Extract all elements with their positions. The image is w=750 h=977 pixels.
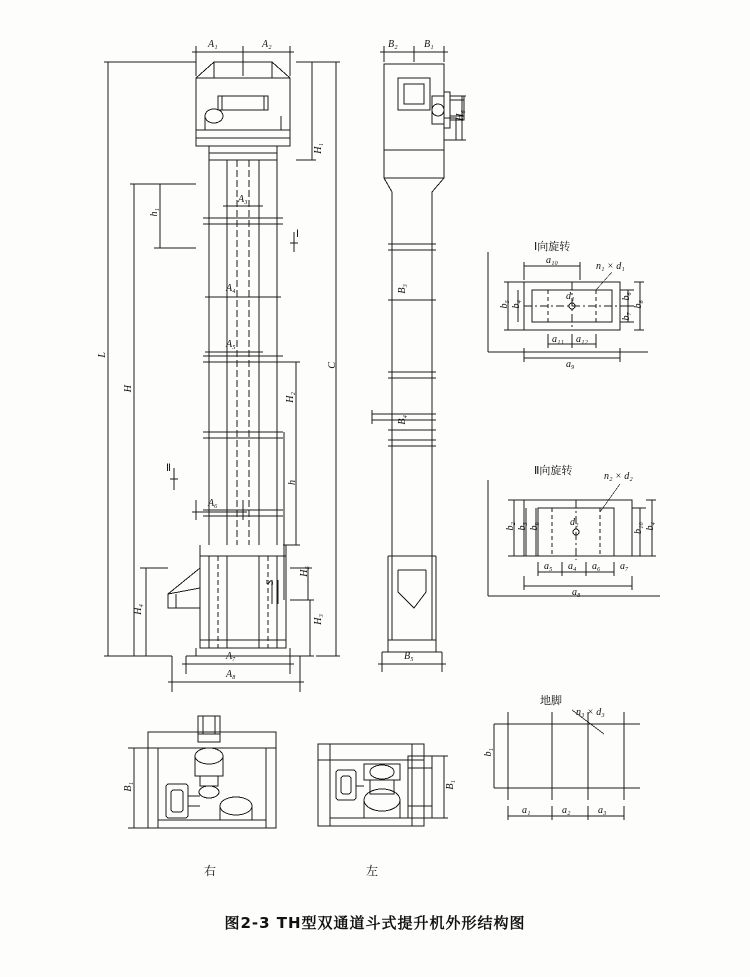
dim-label-b7: b₇ [621, 312, 632, 321]
dim-label-d1: d₁ [566, 291, 575, 302]
dim-label-a9: a₉ [566, 359, 575, 370]
dim-label-B4: B₄ [397, 415, 408, 425]
dim-label-b3: b₃ [517, 522, 528, 531]
dim-label-B5: B₅ [404, 651, 414, 662]
dim-label-A2: A₂ [262, 39, 272, 50]
dim-label-B1-left-view: B₁ [445, 780, 456, 790]
dim-label-n3d3: n₃ × d₃ [576, 707, 605, 718]
dim-label-A1: A₁ [208, 39, 218, 50]
dim-label-H6: H₆ [455, 110, 466, 121]
dim-label-S: S [265, 580, 276, 585]
dim-label-b4: b₄ [511, 300, 522, 309]
detail-I-title: Ⅰ向旋转 [534, 240, 571, 253]
dim-label-A3: A₃ [238, 194, 248, 205]
dim-label-C: C [327, 362, 338, 369]
dim-label-a7: a₇ [620, 561, 629, 572]
dim-label-a12: a₁₂ [576, 334, 588, 345]
dim-label-a1: a₁ [522, 805, 531, 816]
dim-label-a4: a₄ [568, 561, 577, 572]
dim-label-h: h [287, 480, 298, 485]
dim-label-B1-right-view: B₁ [123, 782, 134, 792]
dim-label-b5: b₅ [499, 300, 510, 309]
dim-label-A5: A₅ [226, 339, 236, 350]
dim-label-a2: a₂ [562, 805, 571, 816]
dim-label-a11: a₁₁ [552, 334, 564, 345]
dim-label-a5: a₅ [544, 561, 553, 572]
dim-label-b2: b₂ [505, 522, 516, 531]
dim-label-H4: H₄ [133, 604, 144, 615]
dim-label-b10: b₁₀ [633, 522, 644, 534]
dim-label-n1d1: n₁ × d₁ [596, 261, 625, 272]
figure-caption: 图2-3 TH型双通道斗式提升机外形结构图 [224, 914, 526, 932]
dim-label-b6: b₆ [621, 292, 632, 301]
dim-label-b4b: b₄ [645, 522, 656, 531]
dim-label-n2d2: n₂ × d₂ [604, 471, 633, 482]
dim-label-A6: A₆ [208, 498, 218, 509]
view-label-right: 右 [204, 864, 217, 878]
footing-title: 地脚 [540, 694, 562, 707]
dim-label-b1: b₁ [483, 748, 494, 757]
section-mark-I: Ⅰ [296, 229, 299, 240]
dim-label-a10: a₁₀ [546, 255, 558, 266]
dim-label-B1-side: B₁ [424, 39, 434, 50]
dim-label-b8: b₈ [633, 300, 644, 309]
dim-label-A7: A₇ [226, 651, 236, 662]
dim-label-B3: B₃ [397, 284, 408, 294]
section-mark-II: Ⅱ [166, 463, 171, 474]
detail-II-title: Ⅱ向旋转 [534, 464, 573, 477]
dim-label-H1: H₁ [313, 143, 324, 154]
dim-label-H: H [123, 385, 134, 393]
dim-label-H3: H₃ [313, 614, 324, 625]
dim-label-a3: a₃ [598, 805, 607, 816]
dim-label-H5: H₅ [299, 566, 310, 577]
dim-label-a6: a₆ [592, 561, 601, 572]
dim-label-L: L [97, 352, 108, 358]
dim-label-d2: d₂ [570, 517, 579, 528]
dim-label-a8: a₈ [572, 587, 581, 598]
dim-label-B2: B₂ [388, 39, 398, 50]
dim-label-A8: A₈ [226, 669, 236, 680]
dim-label-A4: A₄ [226, 283, 236, 294]
dim-label-h1: h₁ [149, 208, 160, 217]
dim-label-H2: H₂ [285, 392, 296, 403]
view-label-left: 左 [366, 864, 379, 878]
dim-label-b9: b₉ [529, 522, 540, 531]
